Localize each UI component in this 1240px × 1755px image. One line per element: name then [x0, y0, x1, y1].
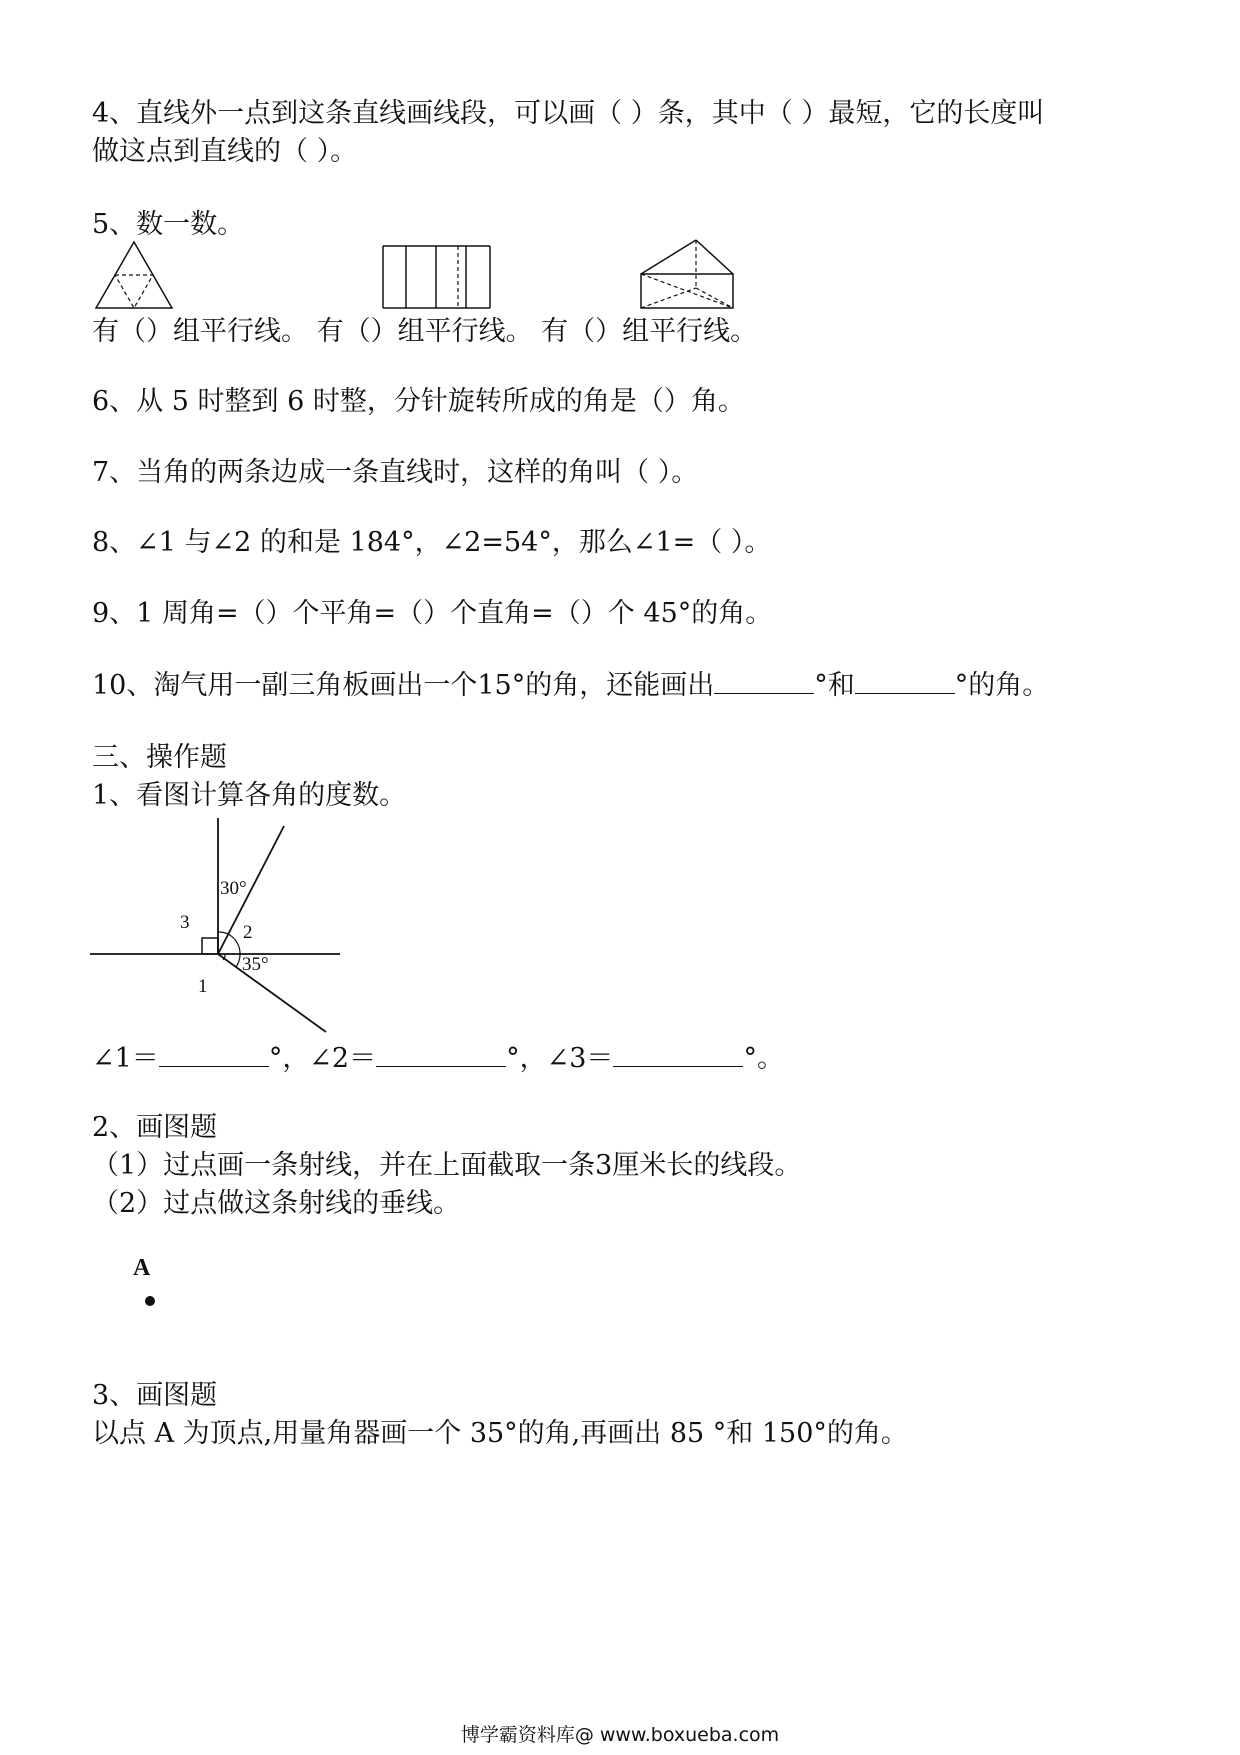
angle-label-35: 35°: [242, 954, 269, 975]
problem-2-title: 2、画图题: [92, 1112, 218, 1143]
answer-blank[interactable]: [855, 667, 955, 694]
point-a-dot: [145, 1296, 155, 1306]
question-5-title: 5、数一数。: [92, 209, 245, 240]
angle-label-2: 2: [243, 922, 253, 943]
triangle-figure: [92, 238, 177, 310]
question-6: 6、从 5 时整到 6 时整，分针旋转所成的角是（）角。: [92, 386, 745, 417]
angle-label-1: 1: [198, 976, 208, 997]
angle-label-3: 3: [180, 912, 190, 933]
question-8: 8、∠1 与∠2 的和是 184°，∠2=54°，那么∠1=（ ）。: [92, 527, 772, 558]
answer-angle-3-label: °，∠3＝: [506, 1043, 614, 1074]
answer-end: °。: [743, 1043, 784, 1074]
answer-angle-1-label: ∠1＝: [92, 1043, 159, 1074]
angle-label-30: 30°: [220, 878, 247, 899]
angle-figure: [88, 816, 348, 1042]
question-4-line-1: 4、直线外一点到这条直线画线段，可以画（ ）条，其中（ ）最短，它的长度叫: [92, 98, 1045, 129]
rectangle-lines-figure: [380, 244, 495, 310]
question-10-text-before: 10、淘气用一副三角板画出一个15°的角，还能画出: [92, 670, 715, 701]
question-10: [92, 667, 1049, 704]
question-4-line-2: 做这点到直线的（ ）。: [92, 136, 358, 167]
problem-2-item-1: （1）过点画一条射线，并在上面截取一条3厘米长的线段。: [92, 1150, 802, 1181]
problem-3-title: 3、画图题: [92, 1380, 218, 1411]
footer-watermark: 博学霸资料库@ www.boxueba.com: [460, 1724, 780, 1746]
question-7: 7、当角的两条边成一条直线时，这样的角叫（ ）。: [92, 457, 699, 488]
problem-1-title: 1、看图计算各角的度数。: [92, 780, 407, 811]
problem-3-text: 以点 A 为顶点,用量角器画一个 35°的角,再画出 85 °和 150°的角。: [92, 1418, 908, 1449]
question-5-answers: 有（）组平行线。 有（）组平行线。 有（）组平行线。: [92, 316, 758, 347]
problem-2-item-2: （2）过点做这条射线的垂线。: [92, 1188, 461, 1219]
prism-figure: [638, 236, 738, 312]
answer-blank-2[interactable]: [376, 1040, 506, 1067]
answer-blank-3[interactable]: [613, 1040, 743, 1067]
question-10-text-after: °的角。: [954, 670, 1050, 701]
answer-angle-2-label: °，∠2＝: [268, 1043, 377, 1074]
question-9: 9、1 周角=（）个平角=（）个直角=（）个 45°的角。: [92, 598, 773, 629]
answer-blank-1[interactable]: [159, 1040, 269, 1067]
point-a-label: A: [133, 1255, 151, 1281]
problem-1-answer: [92, 1040, 784, 1077]
question-10-text-middle: °和: [814, 670, 855, 701]
section-3-title: 三、操作题: [92, 742, 227, 773]
answer-blank[interactable]: [714, 667, 814, 694]
